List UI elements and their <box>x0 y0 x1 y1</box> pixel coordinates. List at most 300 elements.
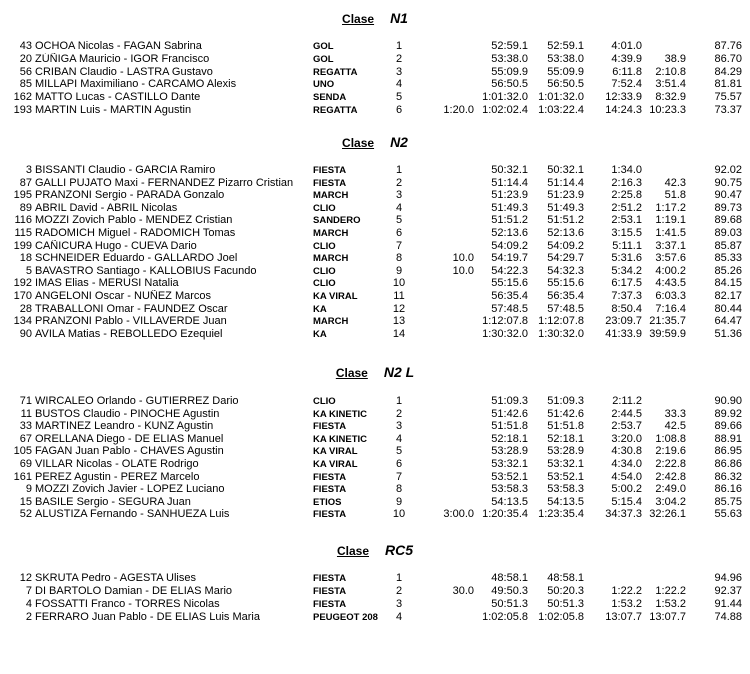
cell-num: 116 <box>14 214 32 227</box>
cell-t1: 50:51.3 <box>491 597 528 610</box>
cell-crew: GALLI PUJATO Maxi - FERNANDEZ Pizarro Cristian <box>35 176 294 189</box>
table-row <box>0 585 750 598</box>
cell-d1: 4:39.9 <box>611 52 642 65</box>
cell-t2: 55:09.9 <box>547 65 584 78</box>
cell-crew: VILLAR Nicolas - OLATE Rodrigo <box>35 458 199 470</box>
cell-car: FIESTA <box>313 484 347 496</box>
table-row <box>0 328 750 341</box>
cell-t1: 53:38.0 <box>491 52 528 65</box>
table-row <box>0 78 750 91</box>
cell-crew: MOZZI Zovich Javier - LOPEZ Luciano <box>35 483 225 496</box>
cell-d1: 14:24.3 <box>605 104 642 116</box>
cell-t2: 53:28.9 <box>547 445 584 458</box>
section-class-name: N2 L <box>383 364 415 380</box>
table-row <box>0 303 750 316</box>
cell-pos: 7 <box>395 239 403 252</box>
cell-pos: 1 <box>395 40 403 52</box>
cell-spd: 90.90 <box>714 395 742 407</box>
cell-num: 12 <box>19 572 32 584</box>
cell-crew: BASILE Sergio - SEGURA Juan <box>35 495 191 508</box>
cell-pen: 1:20.0 <box>443 104 474 116</box>
cell-t2: 53:32.1 <box>547 458 584 470</box>
cell-pen: 10.0 <box>452 264 474 277</box>
cell-d2: 7:16.4 <box>655 302 686 315</box>
cell-t2: 57:48.5 <box>547 302 584 315</box>
table-row <box>0 53 750 66</box>
cell-car: GOL <box>313 53 334 65</box>
cell-car: PEUGEOT 208 <box>313 611 378 623</box>
cell-num: 162 <box>13 91 32 104</box>
table-row <box>0 66 750 79</box>
cell-pos: 2 <box>395 407 403 420</box>
cell-spd: 81.81 <box>714 78 742 91</box>
cell-d2: 3:04.2 <box>655 495 686 508</box>
cell-crew: PRANZONI Pablo - VILLAVERDE Juan <box>35 315 227 328</box>
cell-crew: MATTO Lucas - CASTILLO Dante <box>35 91 201 104</box>
cell-pos: 3 <box>395 189 403 202</box>
cell-num: 170 <box>13 290 32 302</box>
cell-crew: MILLAPI Maximiliano - CARCAMO Alexis <box>35 78 237 91</box>
cell-pos: 8 <box>395 252 403 265</box>
cell-spd: 85.33 <box>714 252 742 265</box>
cell-d1: 2:53.7 <box>611 420 642 433</box>
cell-num: 3 <box>25 164 32 176</box>
cell-crew: WIRCALEO Orlando - GUTIERREZ Dario <box>35 395 239 407</box>
section-class-name: N2 <box>390 134 408 150</box>
cell-car: KA VIRAL <box>313 446 358 458</box>
cell-t2: 53:58.3 <box>547 483 584 496</box>
cell-t2: 1:12:07.8 <box>538 315 584 328</box>
cell-d1: 41:33.9 <box>605 327 642 340</box>
cell-spd: 74.88 <box>714 610 742 623</box>
cell-spd: 86.32 <box>714 470 742 483</box>
section-title <box>0 542 750 560</box>
cell-pos: 1 <box>395 164 403 176</box>
cell-pos: 1 <box>395 395 403 407</box>
cell-spd: 86.86 <box>714 458 742 470</box>
cell-t1: 51:49.3 <box>491 201 528 214</box>
cell-spd: 85.75 <box>714 495 742 508</box>
cell-d1: 2:51.2 <box>611 201 642 214</box>
cell-t2: 51:23.9 <box>547 189 584 202</box>
cell-pos: 6 <box>395 104 403 116</box>
cell-d1: 4:01.0 <box>611 40 642 52</box>
cell-car: KA KINETIC <box>313 433 368 445</box>
cell-car: FIESTA <box>313 421 347 433</box>
cell-num: 4 <box>25 597 32 610</box>
cell-spd: 88.91 <box>714 432 742 445</box>
cell-num: 71 <box>19 395 32 407</box>
cell-d2: 2:10.8 <box>655 65 686 78</box>
cell-t2: 52:18.1 <box>547 432 584 445</box>
cell-d1: 8:50.4 <box>611 302 642 315</box>
cell-crew: ZÚÑIGA Mauricio - IGOR Francisco <box>35 52 210 65</box>
cell-d2: 2:19.6 <box>655 445 686 458</box>
cell-car: CLIO <box>313 278 336 290</box>
cell-num: 18 <box>19 252 32 265</box>
cell-t1: 56:50.5 <box>491 78 528 91</box>
cell-d1: 2:11.2 <box>612 395 642 407</box>
cell-num: 5 <box>25 264 32 277</box>
cell-crew: BAVASTRO Santiago - KALLOBIUS Facundo <box>35 264 257 277</box>
cell-pen: 30.0 <box>452 584 474 597</box>
cell-spd: 90.75 <box>714 176 742 189</box>
cell-d2: 2:42.8 <box>655 470 686 483</box>
cell-pos: 4 <box>395 201 403 214</box>
cell-d2: 6:03.3 <box>655 290 686 302</box>
table-row <box>0 189 750 202</box>
cell-num: 9 <box>25 483 32 496</box>
cell-num: 85 <box>19 78 32 91</box>
cell-crew: ABRIL David - ABRIL Nicolas <box>35 201 178 214</box>
cell-num: 28 <box>19 302 32 315</box>
cell-d1: 2:44.5 <box>611 407 642 420</box>
cell-d2: 2:49.0 <box>655 483 686 496</box>
cell-spd: 85.87 <box>714 239 742 252</box>
cell-spd: 80.44 <box>714 302 742 315</box>
cell-crew: ALUSTIZA Fernando - SANHUEZA Luis <box>35 508 230 521</box>
table-row <box>0 483 750 496</box>
cell-pos: 2 <box>395 584 403 597</box>
table-row <box>0 433 750 446</box>
table-row <box>0 420 750 433</box>
cell-crew: BISSANTI Claudio - GARCIA Ramiro <box>35 164 216 176</box>
cell-d2: 21:35.7 <box>649 315 686 328</box>
table-row <box>0 202 750 215</box>
cell-t1: 55:09.9 <box>491 65 528 78</box>
cell-num: 15 <box>19 495 32 508</box>
cell-crew: RADOMICH Miguel - RADOMICH Tomas <box>35 227 236 239</box>
cell-t2: 54:32.3 <box>547 264 584 277</box>
cell-car: UNO <box>313 79 335 91</box>
cell-car: FIESTA <box>313 165 347 176</box>
cell-car: MARCH <box>313 190 349 202</box>
cell-num: 33 <box>19 420 32 433</box>
cell-car: CLIO <box>313 396 336 407</box>
cell-d1: 13:07.7 <box>605 610 642 623</box>
cell-crew: CAÑICURA Hugo - CUEVA Dario <box>35 239 197 252</box>
section-class-name: RC5 <box>385 542 414 558</box>
cell-d1: 34:37.3 <box>605 508 642 521</box>
cell-t1: 54:19.7 <box>491 252 528 265</box>
cell-num: 69 <box>19 458 32 470</box>
cell-t2: 54:29.7 <box>547 252 584 265</box>
cell-d2: 3:51.4 <box>655 78 686 91</box>
cell-num: 20 <box>19 52 32 65</box>
cell-pos: 3 <box>395 597 403 610</box>
cell-car: SENDA <box>313 92 347 104</box>
cell-t1: 52:18.1 <box>491 432 528 445</box>
cell-spd: 51.36 <box>714 327 742 340</box>
cell-d2: 3:57.6 <box>655 252 686 265</box>
cell-pos: 4 <box>395 78 403 91</box>
cell-d2: 42.5 <box>664 420 686 433</box>
cell-d1: 7:37.3 <box>611 290 642 302</box>
cell-t1: 53:58.3 <box>491 483 528 496</box>
table-row <box>0 227 750 240</box>
cell-car: FIESTA <box>313 598 347 610</box>
cell-t1: 52:59.1 <box>491 40 528 52</box>
cell-num: 90 <box>19 327 32 340</box>
cell-crew: FERRARO Juan Pablo - DE ELIAS Luis Maria <box>35 610 260 623</box>
cell-car: MARCH <box>313 253 349 265</box>
cell-d1: 12:33.9 <box>605 91 642 104</box>
cell-pos: 2 <box>395 176 403 189</box>
cell-t1: 51:42.6 <box>491 407 528 420</box>
section-class-name: N1 <box>390 10 408 26</box>
cell-t1: 1:30:32.0 <box>482 327 528 340</box>
cell-t2: 56:50.5 <box>547 78 584 91</box>
cell-spd: 92.37 <box>714 584 742 597</box>
cell-t1: 51:23.9 <box>491 189 528 202</box>
cell-car: CLIO <box>313 202 336 214</box>
table-row <box>0 214 750 227</box>
cell-pen: 3:00.0 <box>443 508 474 521</box>
cell-num: 67 <box>19 432 32 445</box>
cell-pos: 10 <box>392 508 406 521</box>
table-row <box>0 164 750 177</box>
cell-num: 115 <box>14 227 32 239</box>
section-title <box>0 364 750 382</box>
cell-d1: 4:54.0 <box>611 470 642 483</box>
cell-spd: 86.16 <box>714 483 742 496</box>
cell-crew: TRABALLONI Omar - FAUNDEZ Oscar <box>35 302 228 315</box>
cell-d1: 2:16.3 <box>611 176 642 189</box>
cell-car: FIESTA <box>313 471 347 483</box>
cell-d2: 4:00.2 <box>655 264 686 277</box>
cell-spd: 89.66 <box>714 420 742 433</box>
section-label: Clase <box>335 366 368 380</box>
cell-crew: OCHOA Nicolas - FAGAN Sabrina <box>35 40 202 52</box>
cell-spd: 86.95 <box>714 445 742 458</box>
cell-d1: 3:20.0 <box>611 432 642 445</box>
cell-t1: 1:20:35.4 <box>482 508 528 521</box>
table-row <box>0 240 750 253</box>
cell-pos: 14 <box>392 327 406 340</box>
cell-crew: BUSTOS Claudio - PINOCHE Agustin <box>35 407 220 420</box>
cell-d2: 33.3 <box>664 407 686 420</box>
section-label: Clase <box>342 12 375 26</box>
cell-d1: 4:34.0 <box>611 458 642 470</box>
cell-t1: 49:50.3 <box>491 584 528 597</box>
cell-t1: 51:09.3 <box>491 395 528 407</box>
cell-pos: 5 <box>395 91 403 104</box>
table-row <box>0 277 750 290</box>
cell-spd: 82.17 <box>714 290 742 302</box>
cell-d1: 5:00.2 <box>611 483 642 496</box>
cell-num: 11 <box>20 407 32 420</box>
table-row <box>0 290 750 303</box>
cell-crew: MOZZI Zovich Pablo - MENDEZ Cristian <box>35 214 233 227</box>
cell-pos: 5 <box>395 445 403 458</box>
cell-d2: 4:43.5 <box>655 277 686 290</box>
cell-crew: SKRUTA Pedro - AGESTA Ulises <box>35 572 196 584</box>
cell-car: KA VIRAL <box>313 291 358 302</box>
cell-crew: AVILA Matias - REBOLLEDO Ezequiel <box>35 327 223 340</box>
cell-spd: 92.02 <box>714 164 742 176</box>
cell-t1: 53:32.1 <box>491 458 528 470</box>
cell-t2: 53:38.0 <box>547 52 584 65</box>
cell-d1: 1:53.2 <box>611 597 642 610</box>
cell-car: KA <box>313 303 327 315</box>
cell-t2: 1:03:22.4 <box>538 104 584 116</box>
cell-pos: 4 <box>395 432 403 445</box>
cell-t2: 51:49.3 <box>547 201 584 214</box>
cell-pos: 9 <box>395 495 403 508</box>
cell-d2: 38.9 <box>664 52 686 65</box>
cell-pos: 13 <box>392 315 406 328</box>
cell-d1: 23:09.7 <box>605 315 642 328</box>
cell-pos: 4 <box>395 610 403 623</box>
cell-d1: 5:34.2 <box>611 264 642 277</box>
cell-t2: 50:20.3 <box>547 584 584 597</box>
cell-crew: FOSSATTI Franco - TORRES Nicolas <box>35 597 220 610</box>
cell-t1: 51:51.2 <box>491 214 528 227</box>
cell-crew: SCHNEIDER Eduardo - GALLARDO Joel <box>35 252 238 265</box>
cell-t1: 54:13.5 <box>491 495 528 508</box>
cell-t1: 51:14.4 <box>491 176 528 189</box>
cell-t1: 53:52.1 <box>491 470 528 483</box>
cell-t1: 55:15.6 <box>491 277 528 290</box>
cell-d2: 10:23.3 <box>649 104 686 116</box>
cell-d2: 2:22.8 <box>655 458 686 470</box>
cell-t1: 1:02:05.8 <box>482 610 528 623</box>
cell-d2: 32:26.1 <box>649 508 686 521</box>
cell-pos: 8 <box>395 483 403 496</box>
cell-spd: 75.57 <box>714 91 742 104</box>
cell-t1: 54:22.3 <box>491 264 528 277</box>
table-row <box>0 91 750 104</box>
cell-d2: 1:08.8 <box>655 432 686 445</box>
table-row <box>0 598 750 611</box>
cell-car: FIESTA <box>313 177 347 189</box>
cell-car: CLIO <box>313 265 336 277</box>
cell-t2: 1:23:35.4 <box>538 508 584 521</box>
cell-num: 134 <box>13 315 32 328</box>
cell-t2: 54:13.5 <box>547 495 584 508</box>
cell-t2: 51:09.3 <box>547 395 584 407</box>
cell-t2: 53:52.1 <box>547 470 584 483</box>
cell-d1: 2:25.8 <box>611 189 642 202</box>
cell-num: 7 <box>25 584 32 597</box>
cell-t1: 1:01:32.0 <box>482 91 528 104</box>
section-label: Clase <box>342 136 375 150</box>
cell-pos: 9 <box>395 264 403 277</box>
cell-t1: 51:51.8 <box>491 420 528 433</box>
table-row <box>0 408 750 421</box>
cell-crew: CRIBAN Claudio - LASTRA Gustavo <box>35 65 213 78</box>
cell-crew: ANGELONI Oscar - NUÑEZ Marcos <box>35 290 212 302</box>
cell-t1: 54:09.2 <box>491 239 528 252</box>
cell-pos: 3 <box>395 65 403 78</box>
cell-d1: 2:53.1 <box>611 214 642 227</box>
table-row <box>0 40 750 53</box>
cell-d2: 3:37.1 <box>655 239 686 252</box>
cell-crew: MARTIN Luis - MARTIN Agustin <box>35 104 192 116</box>
cell-d1: 1:34.0 <box>611 164 642 176</box>
cell-car: REGATTA <box>313 66 358 78</box>
cell-spd: 64.47 <box>714 315 742 328</box>
cell-num: 192 <box>13 277 32 290</box>
cell-num: 52 <box>19 508 32 521</box>
cell-d1: 5:31.6 <box>611 252 642 265</box>
cell-t1: 1:12:07.8 <box>482 315 528 328</box>
cell-num: 195 <box>13 189 32 202</box>
cell-spd: 73.37 <box>714 104 742 116</box>
cell-d1: 4:30.8 <box>611 445 642 458</box>
cell-spd: 90.47 <box>714 189 742 202</box>
cell-t2: 54:09.2 <box>547 239 584 252</box>
cell-spd: 89.03 <box>714 227 742 239</box>
cell-spd: 84.29 <box>714 65 742 78</box>
cell-num: 56 <box>19 65 32 78</box>
table-row <box>0 445 750 458</box>
cell-car: FIESTA <box>313 573 347 584</box>
cell-t2: 48:58.1 <box>547 572 584 584</box>
cell-crew: IMAS Elias - MERUSI Natalia <box>35 277 179 290</box>
cell-d2: 42.3 <box>664 176 686 189</box>
section-title <box>0 10 750 28</box>
cell-num: 87 <box>19 176 32 189</box>
cell-d2: 1:41.5 <box>655 227 686 239</box>
cell-spd: 91.44 <box>714 597 742 610</box>
table-row <box>0 572 750 585</box>
cell-spd: 84.15 <box>714 277 742 290</box>
cell-t1: 52:13.6 <box>491 227 528 239</box>
cell-t2: 56:35.4 <box>547 290 584 302</box>
cell-spd: 86.70 <box>714 52 742 65</box>
cell-t2: 52:13.6 <box>547 227 584 239</box>
cell-num: 105 <box>13 445 32 458</box>
cell-car: FIESTA <box>313 509 347 521</box>
cell-t2: 51:14.4 <box>547 176 584 189</box>
table-row <box>0 252 750 265</box>
cell-d1: 7:52.4 <box>611 78 642 91</box>
cell-crew: PRANZONI Sergio - PARADA Gonzalo <box>35 189 225 202</box>
cell-crew: DI BARTOLO Damian - DE ELIAS Mario <box>35 584 233 597</box>
cell-spd: 89.92 <box>714 407 742 420</box>
cell-spd: 89.73 <box>714 201 742 214</box>
cell-d1: 6:11.8 <box>612 65 642 78</box>
cell-t1: 56:35.4 <box>491 290 528 302</box>
cell-t1: 53:28.9 <box>491 445 528 458</box>
cell-t1: 57:48.5 <box>491 302 528 315</box>
cell-d2: 1:19.1 <box>655 214 686 227</box>
cell-pos: 1 <box>395 572 403 584</box>
cell-car: KA VIRAL <box>313 459 358 470</box>
cell-car: FIESTA <box>313 585 347 597</box>
cell-car: MARCH <box>313 316 349 328</box>
cell-crew: FAGAN Juan Pablo - CHAVES Agustin <box>35 445 224 458</box>
cell-car: SANDERO <box>313 215 361 227</box>
cell-pos: 6 <box>395 227 403 239</box>
table-row <box>0 496 750 509</box>
cell-pos: 7 <box>395 470 403 483</box>
cell-crew: ORELLANA Diego - DE ELIAS Manuel <box>35 432 224 445</box>
section-label: Clase <box>336 544 369 558</box>
cell-d1: 5:11.1 <box>612 239 642 252</box>
cell-t2: 50:51.3 <box>547 597 584 610</box>
table-row <box>0 104 750 117</box>
cell-t2: 51:42.6 <box>547 407 584 420</box>
cell-t2: 1:02:05.8 <box>538 610 584 623</box>
cell-spd: 89.68 <box>714 214 742 227</box>
cell-t2: 51:51.2 <box>547 214 584 227</box>
cell-pos: 11 <box>393 290 405 302</box>
cell-d2: 39:59.9 <box>649 327 686 340</box>
cell-t2: 1:01:32.0 <box>538 91 584 104</box>
cell-t2: 1:30:32.0 <box>538 327 584 340</box>
